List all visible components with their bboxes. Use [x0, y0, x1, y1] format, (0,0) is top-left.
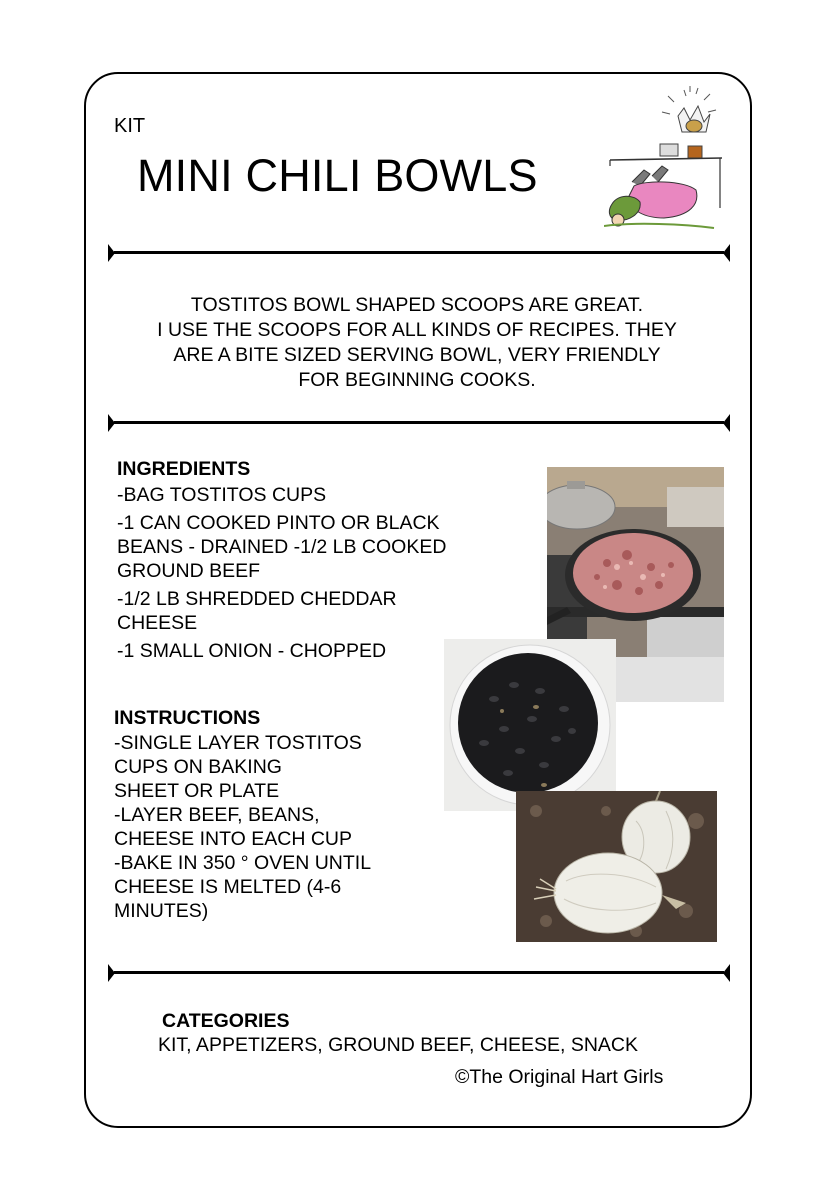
- copyright-text: ©The Original Hart Girls: [455, 1066, 664, 1088]
- instructions-heading: INSTRUCTIONS: [114, 707, 261, 729]
- recipe-intro: [110, 293, 724, 393]
- instruction-line: SHEET OR PLATE: [114, 780, 280, 802]
- instruction-line: -SINGLE LAYER TOSTITOS: [114, 732, 362, 754]
- recipe-title: MINI CHILI BOWLS: [137, 150, 538, 201]
- categories-heading: CATEGORIES: [162, 1010, 290, 1032]
- instruction-line: -BAKE IN 350 ° OVEN UNTIL: [114, 852, 372, 874]
- black-beans-bowl-photo: [444, 639, 616, 811]
- instruction-line: CHEESE INTO EACH CUP: [114, 828, 353, 850]
- divider-middle: [108, 414, 730, 432]
- intro-line: TOSTITOS BOWL SHAPED SCOOPS ARE GREAT.: [190, 294, 644, 316]
- intro-line: I USE THE SCOOPS FOR ALL KINDS OF RECIPES. THEY: [157, 319, 677, 341]
- ingredients-heading: INGREDIENTS: [117, 458, 251, 480]
- intro-line: FOR BEGINNING COOKS.: [298, 369, 536, 391]
- instructions-list: [114, 731, 434, 923]
- intro-line: ARE A BITE SIZED SERVING BOWL, VERY FRIENDLY: [173, 344, 661, 366]
- ingredient-item: -1 CAN COOKED PINTO OR BLACK BEANS - DRAINED -1/2 LB COOKED GROUND BEEF: [117, 512, 447, 582]
- ingredient-item: -BAG TOSTITOS CUPS: [117, 484, 327, 506]
- instruction-line: MINUTES): [114, 900, 209, 922]
- instruction-line: -LAYER BEEF, BEANS,: [114, 804, 320, 826]
- ingredients-list: [117, 483, 447, 667]
- divider-bottom: [108, 964, 730, 982]
- kit-label: KIT: [114, 115, 146, 137]
- onions-photo: [516, 791, 717, 942]
- divider-top: [108, 244, 730, 262]
- instruction-line: CHEESE IS MELTED (4-6: [114, 876, 342, 898]
- ingredient-item: -1 SMALL ONION - CHOPPED: [117, 640, 387, 662]
- cartoon-cook-illustration: [604, 86, 726, 236]
- categories-list: KIT, APPETIZERS, GROUND BEEF, CHEESE, SNACK: [158, 1034, 639, 1056]
- ingredient-item: -1/2 LB SHREDDED CHEDDAR CHEESE: [117, 588, 397, 634]
- instruction-line: CUPS ON BAKING: [114, 756, 282, 778]
